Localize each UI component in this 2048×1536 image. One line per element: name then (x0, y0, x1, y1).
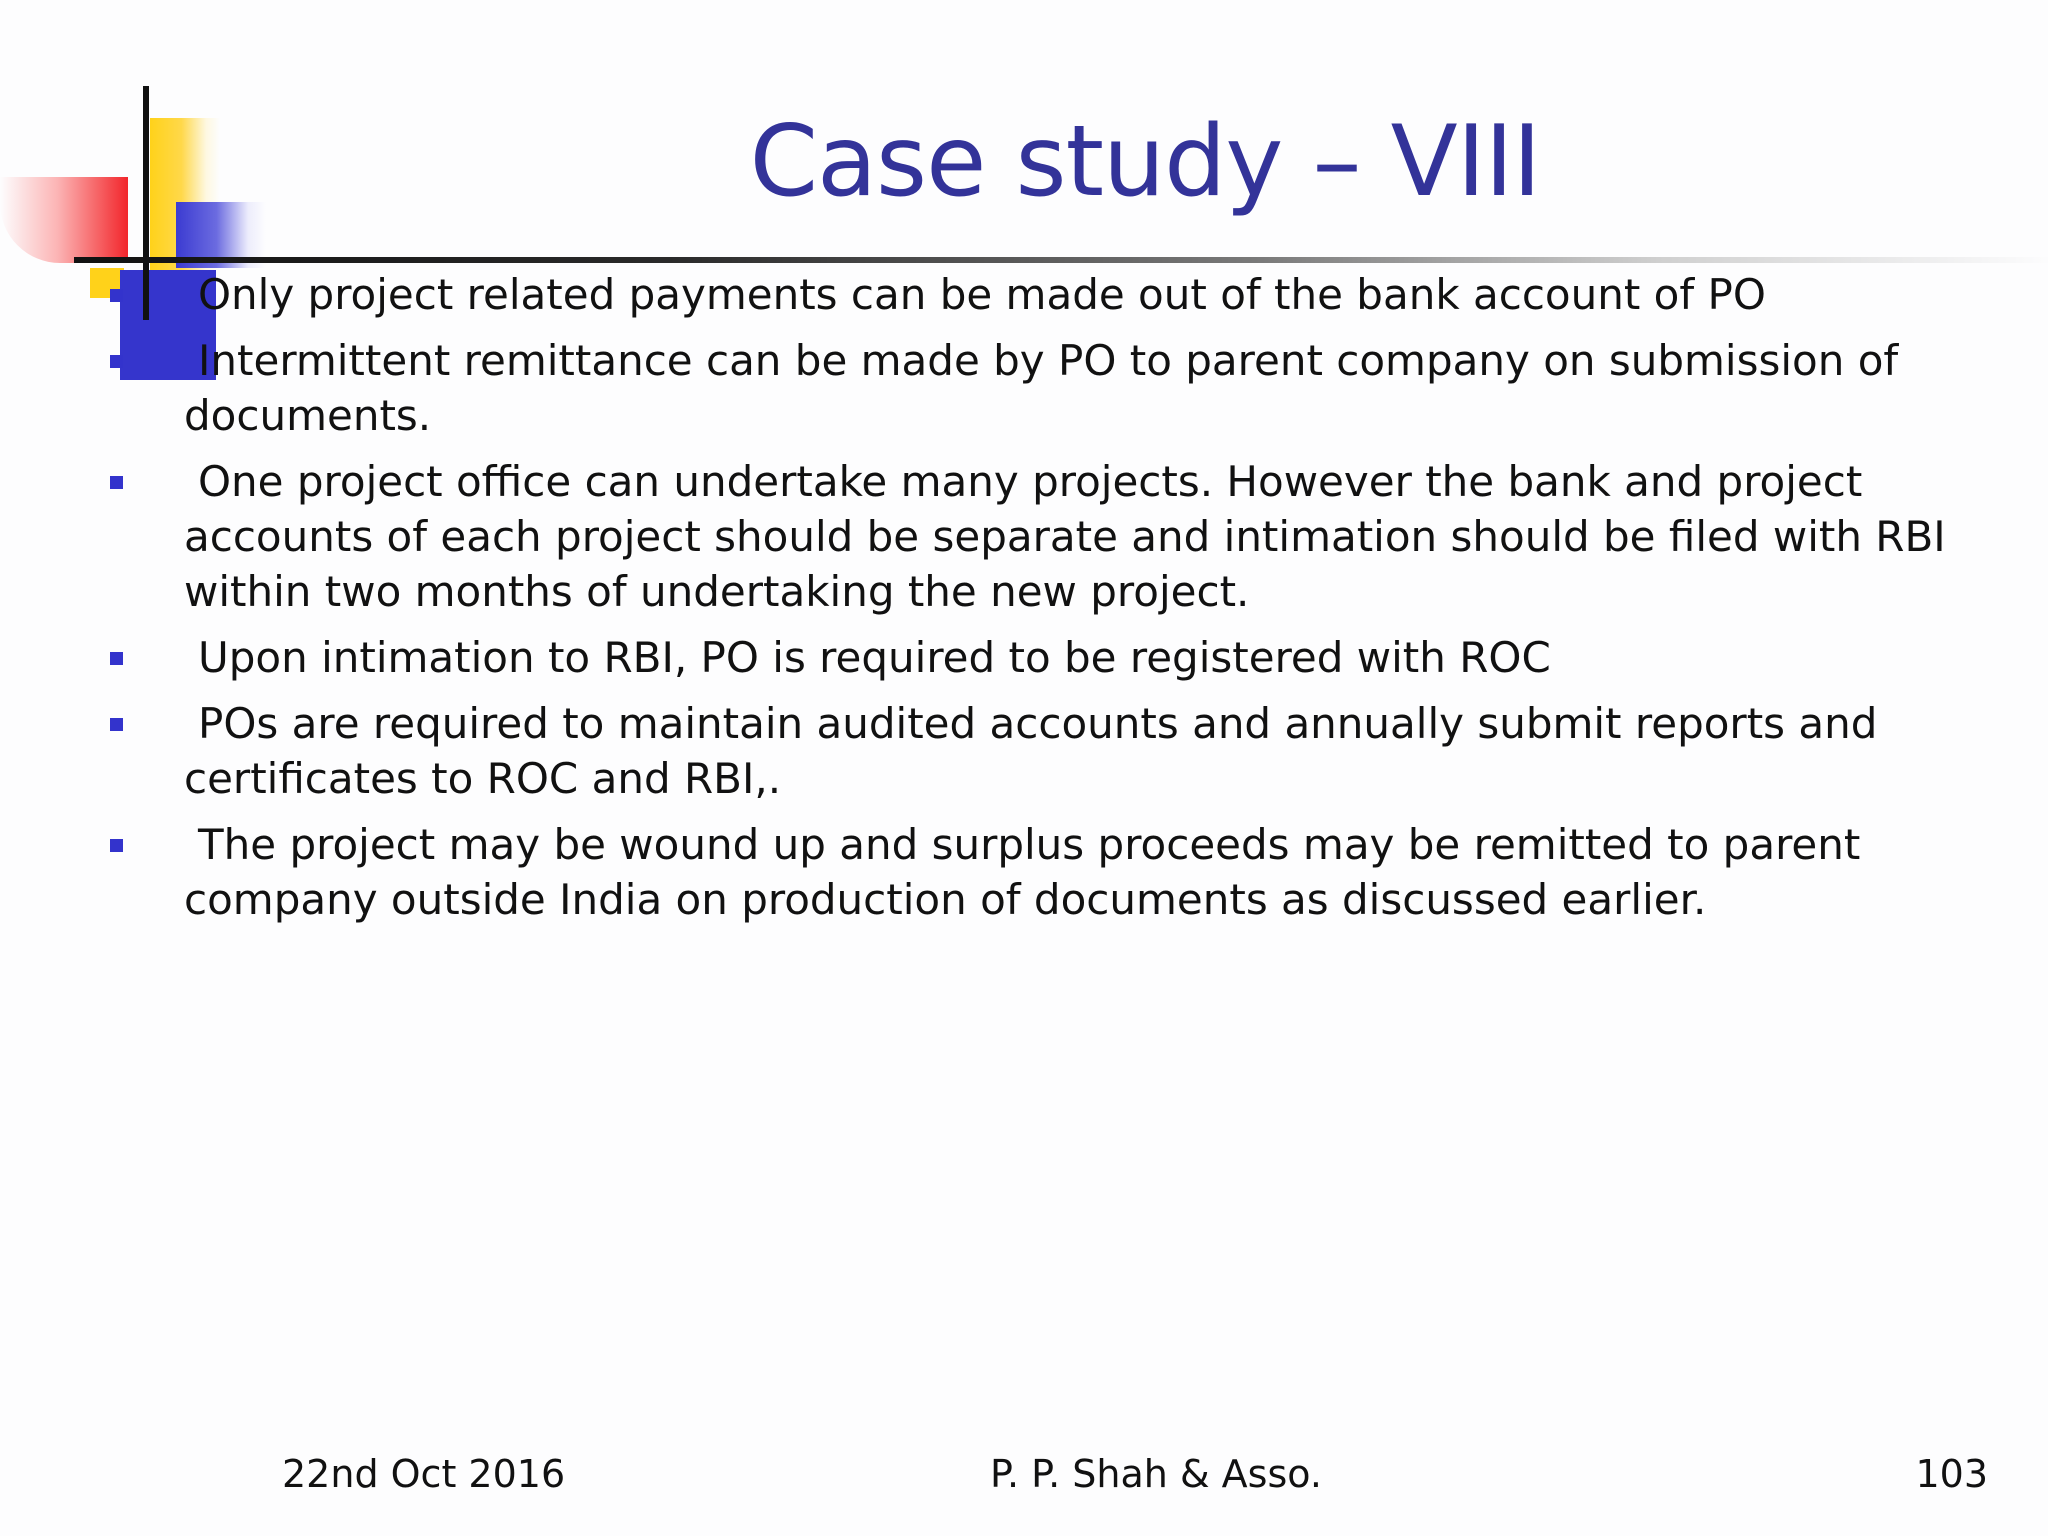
square-bullet-icon (110, 718, 123, 731)
bullet-item (0, 333, 2048, 443)
bullet-text: The project may be wound up and surplus proceeds may be remitted to parent company outside India on production of documents as discussed earlier. (184, 820, 1861, 924)
red-decor-block (0, 177, 128, 263)
bullet-item (0, 267, 2048, 322)
square-bullet-icon (110, 839, 123, 852)
bullet-text: POs are required to maintain audited accounts and annually submit reports and certificates to ROC and RBI,. (184, 699, 1878, 803)
square-bullet-icon (110, 289, 123, 302)
bullet-text: Only project related payments can be made out of the bank account of PO (198, 270, 1766, 319)
square-bullet-icon (110, 476, 123, 489)
bullet-text: Intermittent remittance can be made by PO to parent company on submission of documents. (184, 336, 1899, 440)
title-underline-rule (74, 257, 2048, 263)
bullet-text: One project office can undertake many projects. However the bank and project accounts of each project should be separate and intimation should be filed with RBI within two months of undertaking the new project. (184, 457, 1946, 616)
bullet-list (0, 267, 2048, 938)
bullet-item (0, 454, 2048, 619)
footer-date: 22nd Oct 2016 (282, 1452, 566, 1496)
bullet-item (0, 696, 2048, 806)
square-bullet-icon (110, 355, 123, 368)
bullet-item (0, 817, 2048, 927)
bullet-item (0, 630, 2048, 685)
square-bullet-icon (110, 652, 123, 665)
footer-author: P. P. Shah & Asso. (990, 1452, 1322, 1496)
page-number: 103 (1915, 1452, 1988, 1496)
slide-title: Case study – VIII (749, 105, 1541, 219)
bullet-text: Upon intimation to RBI, PO is required to be registered with ROC (198, 633, 1551, 682)
